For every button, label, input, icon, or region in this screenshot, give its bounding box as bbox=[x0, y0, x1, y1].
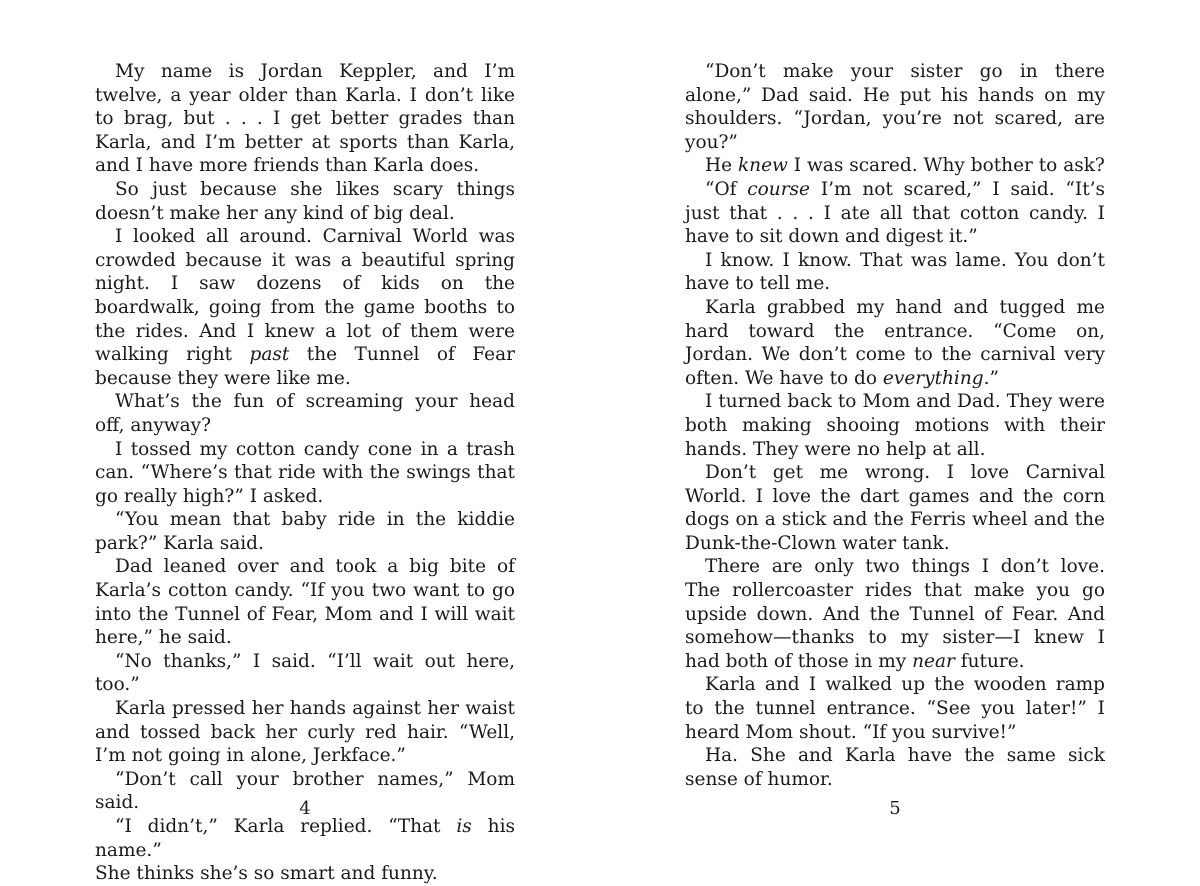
paragraph bbox=[685, 390, 1105, 461]
paragraph bbox=[685, 673, 1105, 744]
right-page-number: 5 bbox=[889, 798, 901, 819]
text-run: Karla and I walked up the wooden ramp to the tunnel entrance. “See you later!” I heard Mom shout. “If you survive!” bbox=[685, 674, 1105, 743]
paragraph bbox=[95, 697, 515, 768]
text-run: “Of bbox=[705, 178, 748, 200]
italic-text: everything bbox=[882, 367, 984, 389]
text-run: “Don’t call your brother names,” Mom said. bbox=[95, 768, 515, 814]
paragraph bbox=[95, 555, 515, 649]
text-run: My name is Jordan Keppler, and I’m twelve, a year older than Karla. I don’t like to brag, but . . . I get better grades than Karla, and I’m better at sports than Karla, and I have more friends than Karla does. bbox=[95, 61, 515, 177]
italic-text: past bbox=[249, 344, 290, 366]
right-page-body bbox=[685, 60, 1105, 791]
text-run: Karla grabbed my hand and tugged me hard toward the entrance. “Come on, Jordan. We don’t come to the carnival very often. We have to do bbox=[685, 296, 1105, 389]
text-run: What’s the fun of screaming your head off, anyway? bbox=[95, 391, 515, 436]
paragraph bbox=[95, 60, 515, 178]
paragraph bbox=[685, 154, 1105, 178]
text-run: I know. I know. That was lame. You don’t have to tell me. bbox=[685, 249, 1105, 295]
paragraph bbox=[95, 178, 515, 225]
text-run: I was scared. Why bother to ask? bbox=[787, 155, 1105, 177]
italic-text: is bbox=[456, 816, 472, 837]
paragraph bbox=[685, 296, 1105, 390]
italic-text: knew bbox=[737, 155, 788, 177]
text-run: “I didn’t,” Karla replied. “That bbox=[115, 816, 457, 837]
text-run: So just because she likes scary things doesn’t make her any kind of big deal. bbox=[95, 178, 515, 224]
left-page-number: 4 bbox=[299, 798, 311, 819]
text-run: Karla pressed her hands against her waist and tossed back her curly red hair. “Well, I’m not going in alone, Jerkface.” bbox=[95, 698, 515, 767]
text-run: the Tunnel of Fear because they were like me. bbox=[95, 344, 515, 389]
text-run: “You mean that baby ride in the kiddie park?” Karla said. bbox=[95, 509, 515, 554]
text-run: “Don’t make your sister go in there alone,” Dad said. He put his hands on my shoulders. “Jordan, you’re not scared, are you?” bbox=[685, 61, 1105, 153]
paragraph bbox=[95, 815, 515, 862]
text-run: Dad leaned over and took a big bite of Karla’s cotton candy. “If you two want to go into the Tunnel of Fear, Mom and I will wait here,” he said. bbox=[95, 556, 515, 649]
italic-text: course bbox=[747, 178, 810, 200]
text-run: Ha. She and Karla have the same sick sense of humor. bbox=[685, 745, 1105, 790]
text-run: I tossed my cotton candy cone in a trash can. “Where’s that ride with the swings that go really high?” I asked. bbox=[95, 438, 515, 507]
paragraph bbox=[685, 461, 1105, 555]
paragraph bbox=[685, 178, 1105, 249]
paragraph bbox=[685, 744, 1105, 791]
text-run: Don’t get me wrong. I love Carnival World. I love the dart games and the corn dogs on a stick and the Ferris wheel and the Dunk-the-Clown water tank. bbox=[685, 462, 1105, 554]
text-run: She thinks she’s so smart and funny. bbox=[95, 863, 438, 885]
text-run: “No thanks,” I said. “I’ll wait out here, too.” bbox=[95, 650, 515, 696]
paragraph bbox=[685, 249, 1105, 296]
text-run: There are only two things I don’t love. The rollercoaster rides that make you go upside down. And the Tunnel of Fear. And somehow—thanks to my sister—I knew I had both of those in my bbox=[685, 556, 1105, 672]
text-run: .” bbox=[983, 367, 999, 389]
text-run: I’m not scared,” I said. “It’s just that . . . I ate all that cotton candy. I have to sit down and digest it.” bbox=[685, 178, 1106, 248]
paragraph bbox=[95, 225, 515, 390]
paragraph bbox=[685, 60, 1105, 154]
text-run: future. bbox=[954, 650, 1025, 672]
text-run: He bbox=[705, 155, 738, 177]
text-run: I turned back to Mom and Dad. They were both making shooing motions with their hands. They were no help at all. bbox=[685, 391, 1105, 460]
text-run: I looked all around. Carnival World was crowded because it was a beautiful spring night. I saw dozens of kids on the boardwalk, going from the game booths to the rides. And I knew a lot of them were walking right bbox=[95, 226, 515, 366]
paragraph bbox=[685, 555, 1105, 673]
paragraph bbox=[95, 390, 515, 437]
paragraph bbox=[95, 862, 515, 886]
paragraph bbox=[95, 438, 515, 509]
paragraph bbox=[95, 508, 515, 555]
left-page-body bbox=[95, 60, 515, 886]
paragraph bbox=[95, 650, 515, 697]
italic-text: near bbox=[912, 650, 955, 672]
text-run: his name.” bbox=[95, 816, 515, 861]
